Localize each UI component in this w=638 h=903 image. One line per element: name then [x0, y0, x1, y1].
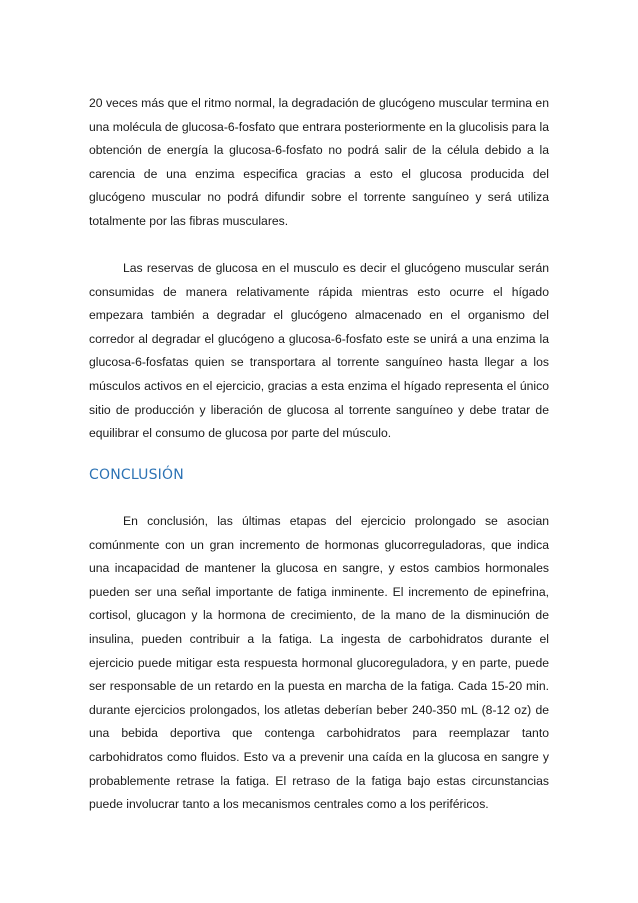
section-heading-conclusion: CONCLUSIÓN: [89, 467, 184, 483]
paragraph-glucose-reserves: Las reservas de glucosa en el musculo es decir el glucógeno muscular serán consumidas de manera relativamente rápida mientras esto ocurre el hígado empezara también a degradar el glucógeno almacenado en el organismo del corredor al degradar el glucógeno a glucosa-6-fosfato este se unirá a una enzima la glucosa-6-fosfatas quien se transportara al torrente sanguíneo hasta llegar a los músculos activos en el ejercicio, gracias a esta enzima el hígado representa el único sitio de producción y liberación de glucosa al torrente sanguíneo y debe tratar de equilibrar el consumo de glucosa por parte del músculo.: [89, 261, 549, 441]
paragraph-conclusion: En conclusión, las últimas etapas del ejercicio prolongado se asocian comúnmente con un gran incremento de hormonas glucorreguladoras, que indica una incapacidad de mantener la glucosa en sangre, y estos cambios hormonales pueden ser una señal importante de fatiga inminente. El incremento de epinefrina, cortisol, glucagon y la hormona de crecimiento, de la mano de la disminución de insulina, pueden contribuir a la fatiga. La ingesta de carbohidratos durante el ejercicio puede mitigar esta respuesta hormonal glucoreguladora, y en parte, puede ser responsable de un retardo en la puesta en marcha de la fatiga. Cada 15-20 min. durante ejercicios prolongados, los atletas deberían beber 240-350 mL (8-12 oz) de una bebida deportiva que contenga carbohidratos para reemplazar tanto carbohidratos como fluidos. Esto va a prevenir una caída en la glucosa en sangre y probablemente retrase la fatiga. El retraso de la fatiga bajo estas circunstancias puede involucrar tanto a los mecanismos centrales como a los periféricos.: [89, 514, 549, 812]
paragraph-glycogen-degradation: 20 veces más que el ritmo normal, la degradación de glucógeno muscular termina en una molécula de glucosa-6-fosfato que entrara posteriormente en la glucolisis para la obtención de energía la glucosa-6-fosfato no podrá salir de la célula debido a la carencia de una enzima especifica gracias a esto el glucosa producida del glucógeno muscular no podrá difundir sobre el torrente sanguíneo y será utiliza totalmente por las fibras musculares.: [89, 96, 550, 228]
